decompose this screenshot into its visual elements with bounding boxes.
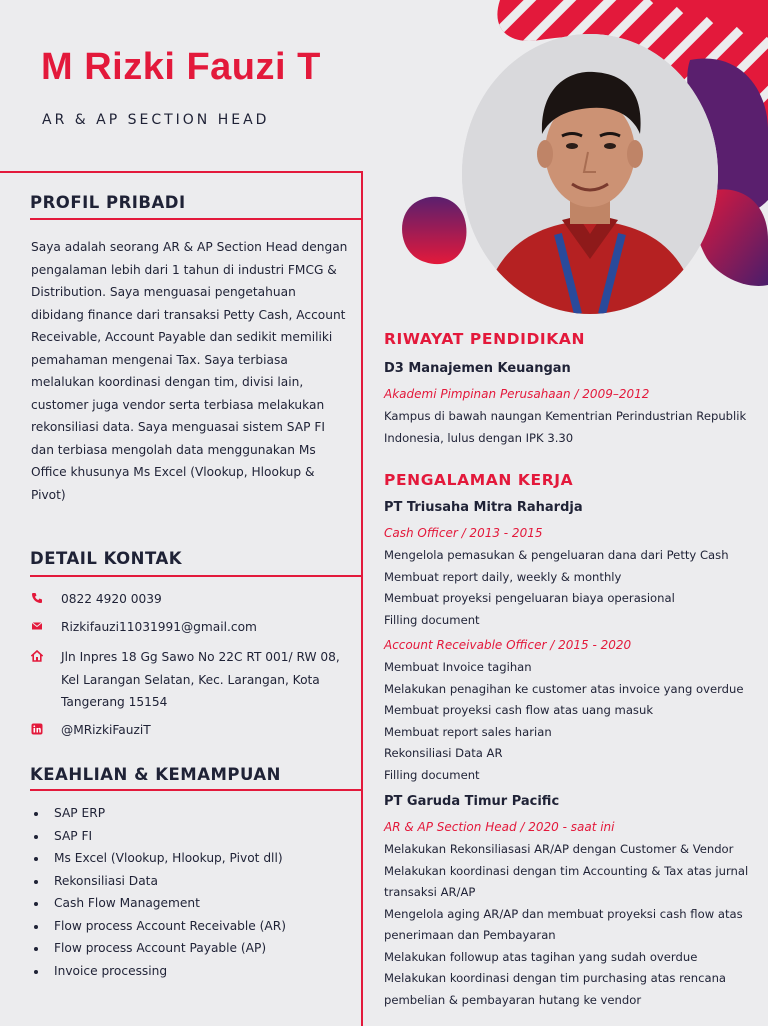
skills-heading: KEAHLIAN & KEMAMPUAN — [30, 765, 281, 784]
contact-heading: DETAIL KONTAK — [30, 549, 183, 568]
duty-item: Filling document — [384, 767, 480, 782]
person-portrait — [462, 34, 718, 314]
skill-item: Rekonsiliasi Data — [31, 870, 286, 893]
skills-list — [31, 802, 286, 982]
linkedin-handle: @MRizkiFauziT — [61, 723, 151, 737]
skill-item: SAP FI — [31, 825, 286, 848]
address-text: Jln Inpres 18 Gg Sawo No 22C RT 001/ RW 08, Kel Larangan Selatan, Kec. Larangan, Kota Tangerang 15154 — [61, 650, 340, 709]
duty-item: Membuat proyeksi pengeluaran biaya operasional — [384, 591, 675, 605]
duty-item: Melakukan Rekonsiliasasi AR/AP dengan Customer & Vendor — [384, 842, 734, 856]
email-icon — [31, 620, 43, 632]
skill-item: Ms Excel (Vlookup, Hlookup, Pivot dll) — [31, 847, 286, 870]
profile-divider — [30, 218, 361, 220]
company-2-role-1-duties — [384, 839, 756, 1011]
education-degree: D3 Manajemen Keuangan — [384, 361, 571, 376]
skill-item: Cash Flow Management — [31, 892, 286, 915]
duty-item: Mengelola aging AR/AP dan membuat proyeksi cash flow atas penerimaan dan Pembayaran — [384, 906, 743, 942]
skill-item: Invoice processing — [31, 960, 286, 983]
duty-item: Membuat report daily, weekly & monthly — [384, 569, 622, 584]
skill-item: SAP ERP — [31, 802, 286, 825]
education-note: Kampus di bawah naungan Kementrian Perindustrian Republik Indonesia, lulus dengan IPK 3.30 — [384, 409, 747, 445]
company-1-role-2: Account Receivable Officer / 2015 - 2020 — [384, 638, 632, 652]
education-school: Akademi Pimpinan Perusahaan / 2009–2012 — [384, 387, 650, 401]
contact-divider — [30, 575, 361, 577]
duty-item: Membuat proyeksi cash flow atas uang masuk — [384, 703, 654, 717]
duty-item: Melakukan koordinasi dengan tim purchasing atas rencana pembelian & pembayaran hutang ke vendor — [384, 971, 727, 1007]
profile-text: Saya adalah seorang AR & AP Section Head dengan pengalaman lebih dari 1 tahun di industri FMCG & Distribution. Saya menguasai pengetahuan dibidang finance dari transaksi Petty Cash, Account Receivable, Account Payable dan sedikit memiliki pemahaman mengenai Tax. Saya terbiasa melalukan koordinasi dengan tim, divisi lain, customer juga vendor serta terbiasa melakukan rekonsiliasi data. Saya menguasai sistem SAP FI dan terbiasa mengolah data menggunakan Ms Office khusunya Ms Excel (Vlookup, Hlookup & Pivot) — [31, 240, 348, 502]
duty-item: Rekonsiliasi Data AR — [384, 746, 503, 760]
duty-item: Melakukan followup atas tagihan yang sudah overdue — [384, 949, 698, 964]
skill-item: Flow process Account Payable (AP) — [31, 937, 286, 960]
duty-item: Mengelola pemasukan & pengeluaran dana dari Petty Cash — [384, 548, 729, 562]
profile-heading: PROFIL PRIBADI — [30, 193, 186, 212]
email-address: Rizkifauzi11031991@gmail.com — [61, 620, 257, 634]
small-blob — [402, 197, 466, 264]
person-name: M Rizki Fauzi T — [41, 46, 321, 88]
company-1-role-1: Cash Officer / 2013 - 2015 — [384, 526, 543, 540]
education-heading: RIWAYAT PENDIDIKAN — [384, 330, 586, 348]
duty-item: Melakukan koordinasi dengan tim Accounting & Tax atas jurnal transaksi AR/AP — [384, 863, 749, 899]
phone-number: 0822 4920 0039 — [61, 592, 162, 606]
duty-item: Melakukan penagihan ke customer atas invoice yang overdue — [384, 681, 744, 696]
company-1-role-2-duties — [384, 657, 756, 786]
company-1-role-1-duties — [384, 545, 756, 631]
experience-heading: PENGALAMAN KERJA — [384, 471, 574, 489]
company-1-name: PT Triusaha Mitra Rahardja — [384, 500, 583, 515]
duty-item: Membuat Invoice tagihan — [384, 660, 532, 674]
linkedin-icon — [31, 723, 43, 735]
phone-icon — [31, 592, 43, 604]
duty-item: Filling document — [384, 612, 480, 627]
home-icon — [31, 650, 43, 662]
skills-divider — [30, 789, 361, 791]
company-2-role-1: AR & AP Section Head / 2020 - saat ini — [384, 820, 615, 834]
profile-photo — [462, 34, 718, 314]
job-title: AR & AP SECTION HEAD — [42, 112, 270, 128]
company-2-name: PT Garuda Timur Pacific — [384, 794, 560, 809]
duty-item: Membuat report sales harian — [384, 724, 552, 739]
skill-item: Flow process Account Receivable (AR) — [31, 915, 286, 938]
